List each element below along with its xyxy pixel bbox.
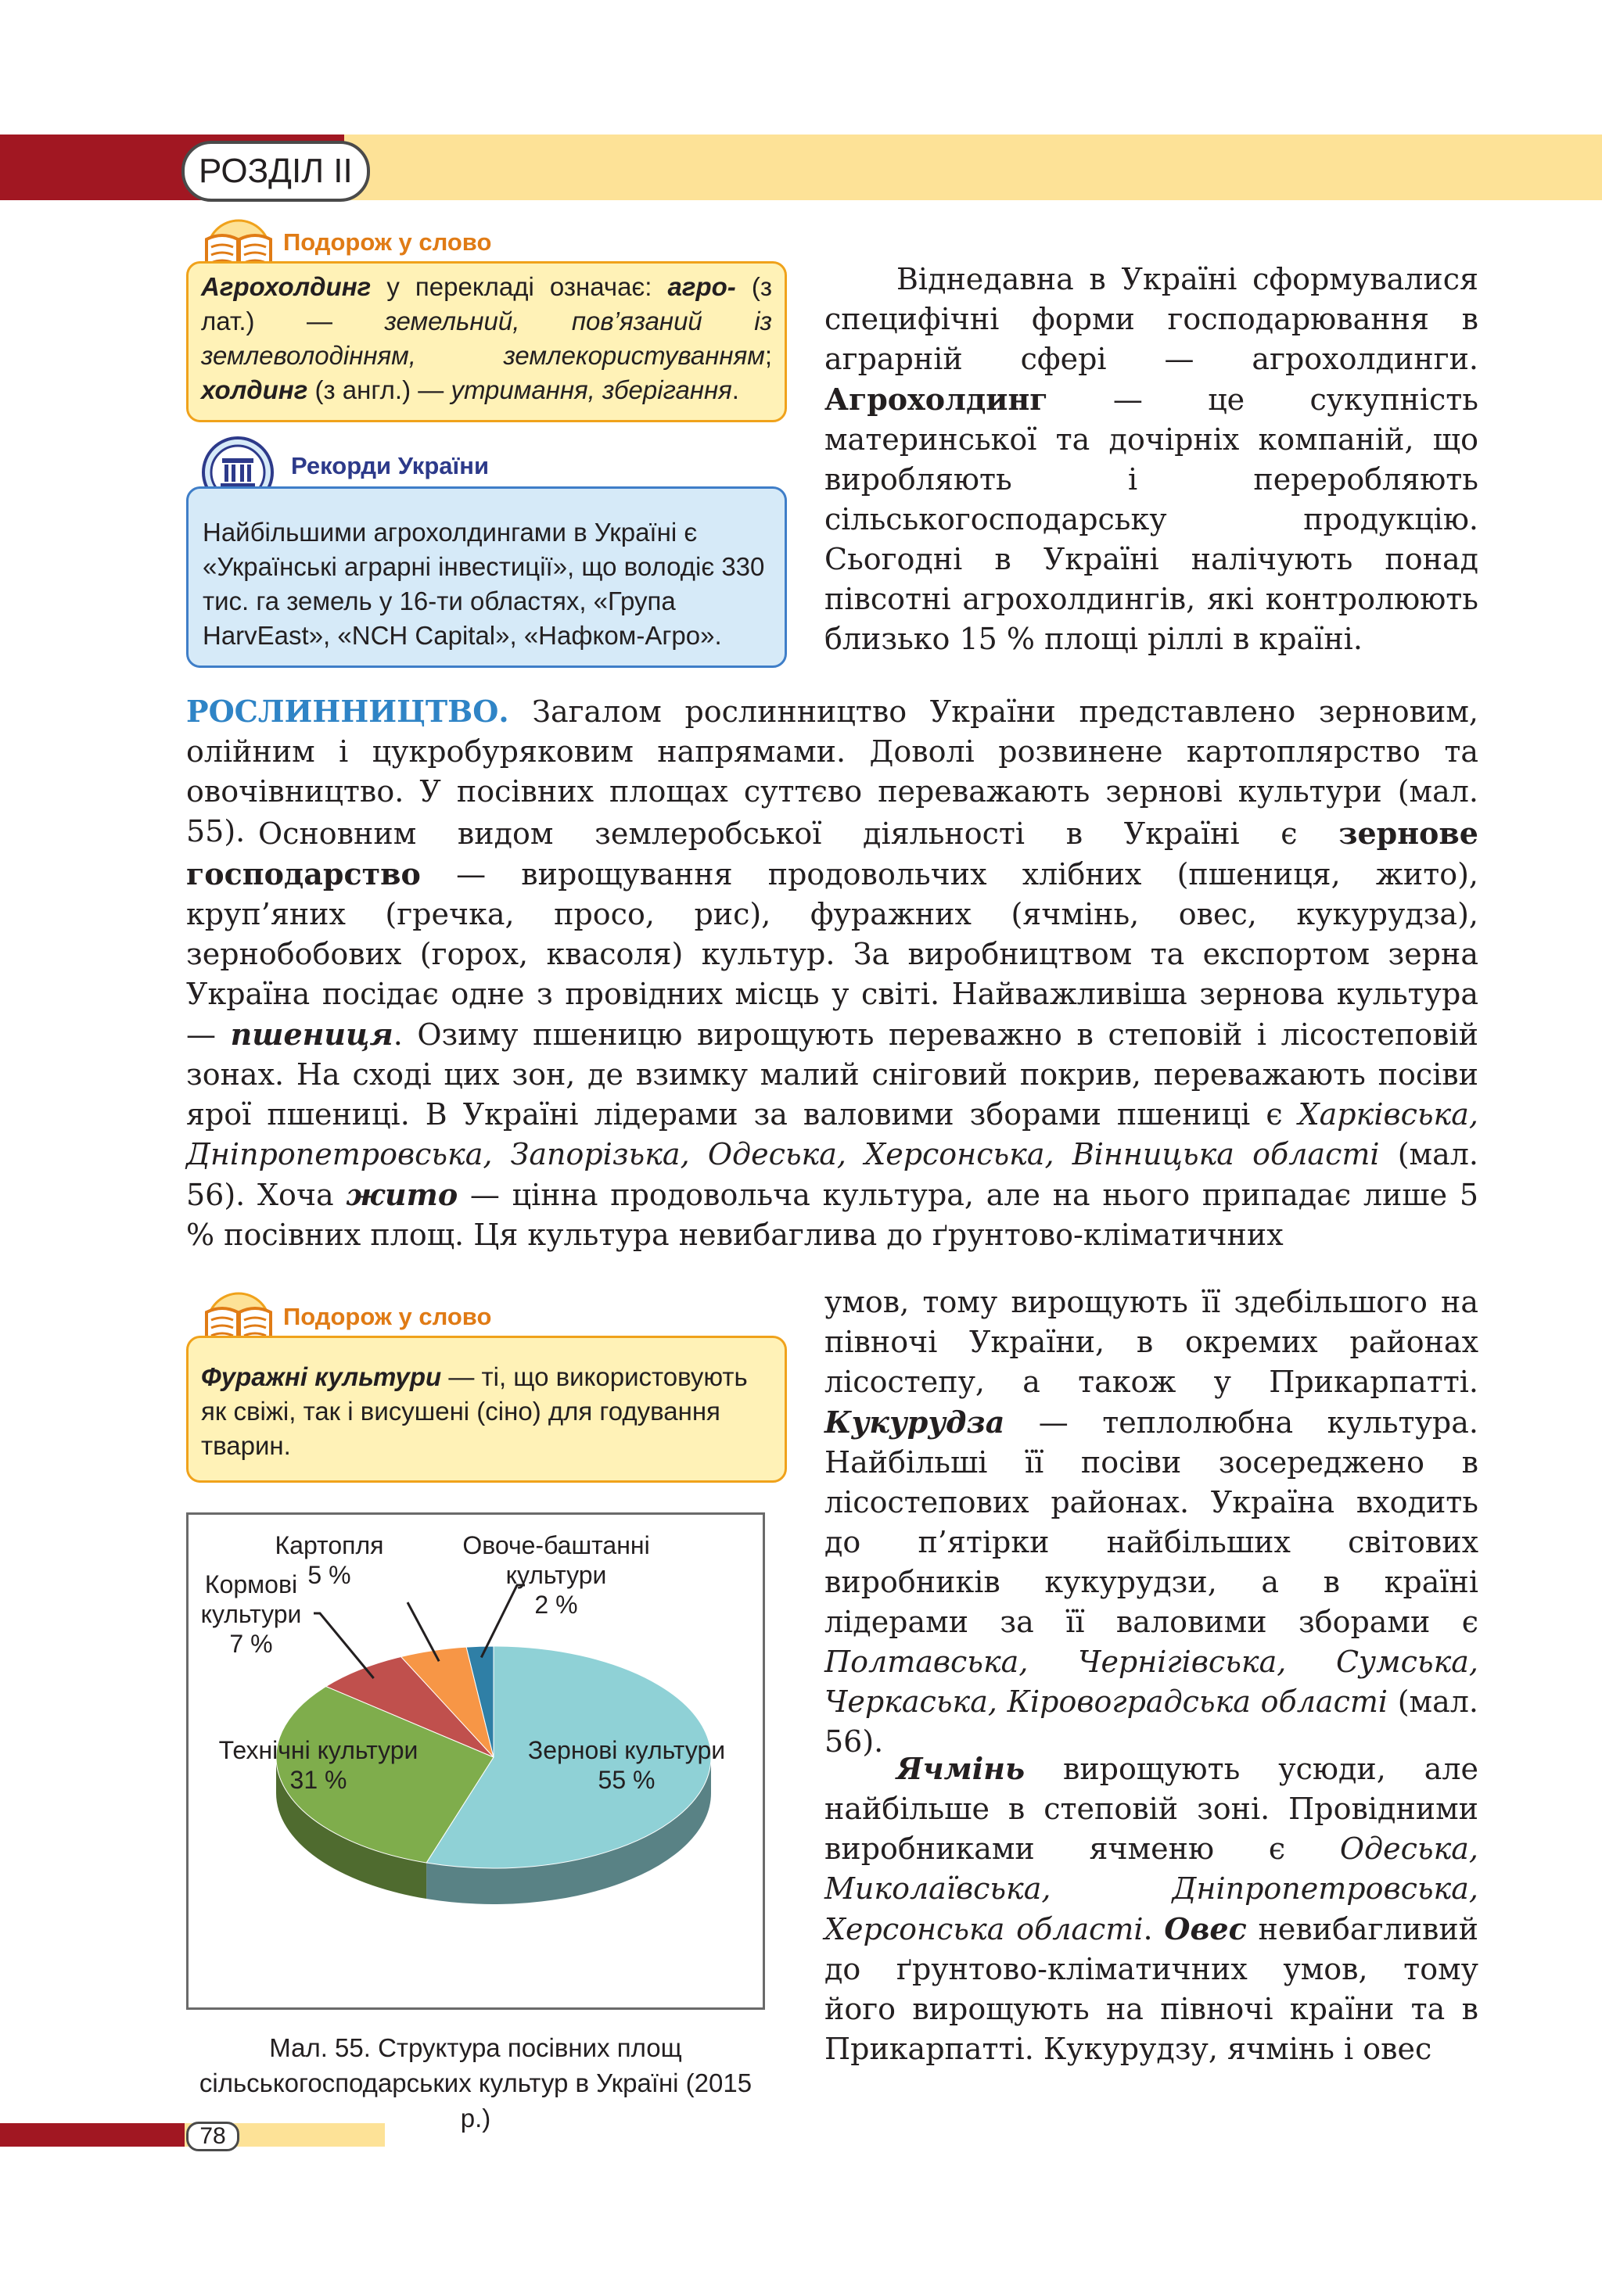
paragraph-barley-oats: Ячмінь вирощують усюди, але найбільше в степовій зоні. Провідними виробниками ячменю є Одеська, Миколаївська, Дніпропетровська, Херсонська області. Овес невибагливий до ґрунтово-кліматичних умов, тому його вирощують на півночі країни та в Прикарпатті. Кукурудзу, ячмінь і овес xyxy=(824,1751,1478,2066)
pie-label-1: Технічні культури 31 % xyxy=(218,1736,418,1794)
header-band-yellow xyxy=(344,135,1602,200)
box-word1-title: Подорож у слово xyxy=(283,228,492,256)
footer-band-red xyxy=(0,2123,185,2147)
box-word1: Агрохолдинг у перекладі означає: агро- (з лат.) — земельний, пов’язаний із землеволодінням, землекористуванням; холдинг (з англ.) — утримання, зберігання. xyxy=(186,261,787,422)
section-label: РОЗДІЛ II xyxy=(181,141,370,202)
paragraph-agroholdings: Віднедавна в Україні сформувалися специфічні форми господарювання в аграрній сфері — агрохолдинги. Агрохолдинг — це сукупність материнської та дочірніх компаній, що виробляють і переробляють сільськогосподарську продукцію. Сьогодні в Україні налічують понад півсотні агрохолдингів, які контролюють близько 15 % площі ріллі в країні. xyxy=(824,262,1478,656)
figure-caption: Мал. 55. Структура посівних площ сільськогосподарських культур в Україні (2015 р.) xyxy=(199,2033,753,2133)
pie-label-4: Овоче-баштанні культури 2 % xyxy=(462,1531,650,1619)
term-agroholding: Агрохолдинг xyxy=(201,272,372,301)
paragraph-crop-production: РОСЛИННИЦТВО. Загалом рослинництво України представлено зерновим, олійним і цукробуряковим напрямами. Доволі розвинене картоплярство та овочівництво. У посівних площах суттєво переважають зернові культури (мал. 55). xyxy=(186,694,1478,848)
box-records-title: Рекорди України xyxy=(291,452,489,479)
leader-line-2 xyxy=(314,1613,374,1678)
page-number: 78 xyxy=(186,2122,239,2151)
box-word2: Фуражні культури — ті, що використовують як свіжі, так і висушені (сіно) для годування тварин. xyxy=(186,1336,787,1483)
pie-chart xyxy=(189,1515,763,2007)
term-fodder-crops: Фуражні культури xyxy=(201,1362,442,1391)
paragraph-corn: умов, тому вирощують її здебільшого на півночі України, в окремих районах лісостепу, а також у Прикарпатті. Кукурудза — теплолюбна культура. Найбільші її посіви зосереджено в лісостепових районах. Україна входить до п’ятірки найбільших світових виробників кукурудзи, а в країні лідерами за її валовими зборами є Полтавська, Чернігівська, Сумська, Черкаська, Кіровоградська області (мал. 56). xyxy=(824,1285,1478,1759)
box-word2-title: Подорож у слово xyxy=(283,1303,492,1330)
pie-label-2: Кормові культури 7 % xyxy=(200,1570,302,1658)
pie-chart-frame xyxy=(186,1512,765,2010)
paragraph-grain-farming: Основним видом землеробської діяльності в Україні є зернове господарство — вирощування продовольчих хлібних (пшениця, жито), круп’яних (гречка, просо, рис), фуражних (ячмінь, овес, кукурудза), зернобобових (горох, квасоля) культур. За виробництвом та експортом зерна Україна посідає одне з провідних місць у світі. Найважливіша зернова культура — пшениця. Озиму пшеницю вирощують переважно в степовій і лісостеповій зонах. На сході цих зон, де взимку малий сніговий покрив, переважають посіви ярої пшениці. В Україні лідерами за валовими зборами пшениці є Харківська, Дніпропетровська, Запорізька, Одеська, Херсонська, Вінницька області (мал. 56). Хоча жито — цінна продовольча культура, але на нього припадає лише 5 % посівних площ. Ця культура невибаглива до ґрунтово-кліматичних xyxy=(186,816,1478,1252)
box-records-text: Найбільшими агрохолдингами в Україні є «Українські аграрні інвестиції», що володіє 330 тис. га земель у 16-ти областях, «Група HarvEast», «NCH Capital», «Нафком-Агро». xyxy=(203,518,765,650)
pie-label-3: Картопля 5 % xyxy=(275,1531,384,1589)
box-records xyxy=(186,486,787,668)
pie-label-0: Зернові культури 55 % xyxy=(527,1736,726,1794)
heading-crop-production: РОСЛИННИЦТВО. xyxy=(186,694,509,729)
